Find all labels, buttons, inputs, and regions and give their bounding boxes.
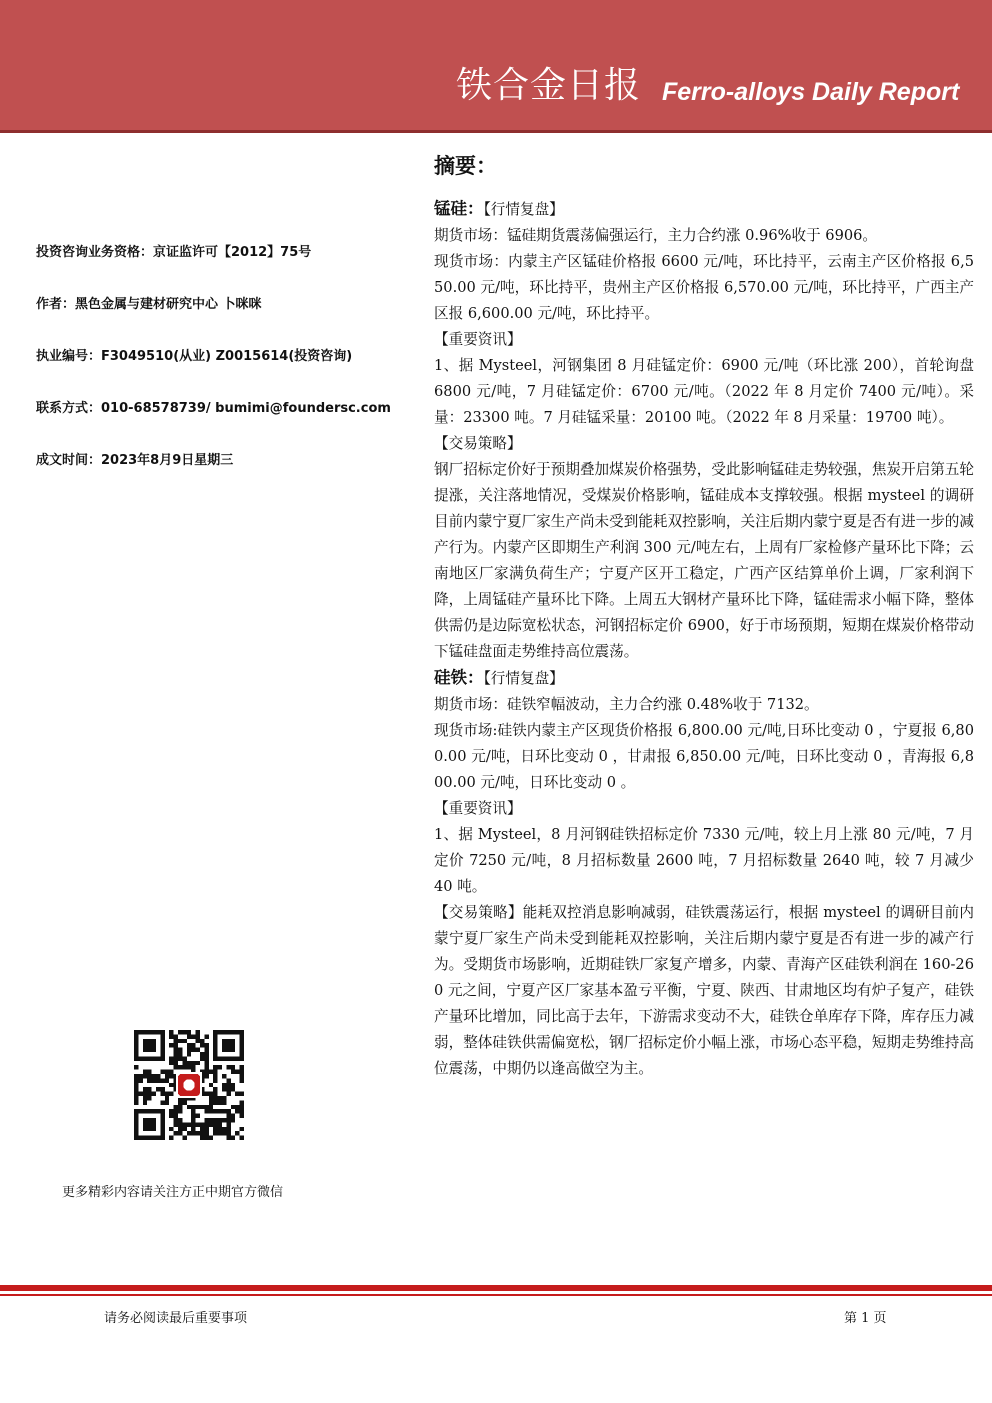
report-title-cn: 铁合金日报 (456, 65, 642, 106)
si-review-heading (434, 665, 974, 692)
footer-divider (0, 1285, 992, 1291)
si-spot-text: 现货市场:硅铁内蒙主产区现货价格报 6,800.00 元/吨,日环比变动 0 ，宁夏报 6,800.00 元/吨，日环比变动 0 ，甘肃报 6,850.00 元/吨，日环比变动 0 ，青海报 6,800.00 元/吨，日环比变动 0 。 (434, 722, 974, 791)
header-divider (0, 130, 992, 133)
si-strategy-text (434, 900, 974, 1082)
mn-news-tag: 【重要资讯】 (434, 331, 522, 348)
summary-title: 摘要： (434, 154, 497, 178)
mn-news-text: 1、据 Mysteel，河钢集团 8 月硅锰定价：6900 元/吨（环比涨 200），首轮询盘 6800 元/吨，7 月硅锰定价：6700 元/吨。（2022 年 8 月定价 7400 元/吨）。采量：23300 吨。7 月硅锰采量：20100 吨。（2022 年 8 月采量：19700 吨）。 (434, 357, 974, 426)
mn-review-tag: 【行情复盘】 (483, 201, 564, 218)
mn-spot-text: 现货市场：内蒙主产区锰硅价格报 6600 元/吨，环比持平，云南主产区价格报 6,550.00 元/吨，环比持平，贵州主产区价格报 6,570.00 元/吨，环比持平，广西主产区报 6,600.00 元/吨，环比持平。 (434, 253, 974, 322)
si-review-tag: 【行情复盘】 (483, 670, 564, 687)
si-strategy-body: 能耗双控消息影响减弱，硅铁震荡运行，根据 mysteel 的调研目前内蒙宁夏厂家生产尚未受到能耗双控影响，关注后期内蒙宁夏是否有进一步的减产行为。受期货市场影响，近期硅铁厂家复产增多，内蒙、青海产区硅铁利润在 160-260 元之间，宁夏产区厂家基本盈亏平衡，宁夏、陕西、甘肃地区均有炉子复产，硅铁产量环比增加，同比高于去年，下游需求变动不大，硅铁仓单库存下降，库存压力减弱，整体硅铁供需偏宽松，钢厂招标定价小幅上涨，市场心态平稳，短期走势维持高位震荡，中期仍以逢高做空为主。 (434, 904, 974, 1077)
report-title-en: Ferro-alloys Daily Report (662, 78, 960, 106)
date-text: 成文时间：2023年8月9日星期三 (36, 453, 234, 468)
qualification-text: 投资咨询业务资格：京证监许可【2012】75号 (36, 245, 312, 260)
author-info (36, 240, 416, 500)
footer-divider-thin (0, 1294, 992, 1296)
page-number: 第 1 页 (844, 1311, 887, 1326)
si-section-name: 硅铁： (434, 668, 484, 687)
mn-review-heading (434, 196, 974, 223)
mn-futures-text: 期货市场：锰硅期货震荡偏强运行，主力合约涨 0.96%收于 6906。 (434, 227, 878, 244)
wechat-qr-code (134, 1030, 244, 1140)
footer-notice: 请务必阅读最后重要事项 (104, 1311, 248, 1326)
mn-strategy-tag: 【交易策略】 (434, 435, 522, 452)
mn-section-name: 锰硅： (434, 199, 484, 218)
si-futures-text: 期货市场：硅铁窄幅波动，主力合约涨 0.48%收于 7132。 (434, 696, 819, 713)
license-text: 执业编号：F3049510(从业) Z0015614(投资咨询) (36, 349, 353, 364)
si-news-text: 1、据 Mysteel，8 月河钢硅铁招标定价 7330 元/吨，较上月上涨 80 元/吨，7 月定价 7250 元/吨，8 月招标数量 2600 吨，7 月招标数量 2640 吨，较 7 月减少 40 吨。 (434, 826, 974, 895)
author-text: 作者：黑色金属与建材研究中心 卜咪咪 (36, 297, 262, 312)
contact-text: 联系方式：010-68578739/ bumimi@foundersc.com (36, 401, 391, 416)
qr-caption: 更多精彩内容请关注方正中期官方微信 (62, 1185, 284, 1200)
summary-body (434, 152, 974, 1082)
mn-strategy-text: 钢厂招标定价好于预期叠加煤炭价格强势，受此影响锰硅走势较强，焦炭开启第五轮提涨，关注落地情况，受煤炭价格影响，锰硅成本支撑较强。根据 mysteel 的调研目前内蒙宁夏厂家生产尚未受到能耗双控影响，关注后期内蒙宁夏是否有进一步的减产行为。内蒙产区即期生产利润 300 元/吨左右，上周有厂家检修产量环比下降；云南地区厂家满负荷生产；宁夏产区开工稳定，广西产区结算单价上调，厂家利润下降，上周锰硅产量环比下降。上周五大钢材产量环比下降，锰硅需求小幅下降，整体供需仍是边际宽松状态，河钢招标定价 6900，好于市场预期，短期在煤炭价格带动下锰硅盘面走势维持高位震荡。 (434, 461, 974, 660)
si-strategy-tag: 【交易策略】 (434, 904, 523, 921)
si-news-tag: 【重要资讯】 (434, 800, 522, 817)
